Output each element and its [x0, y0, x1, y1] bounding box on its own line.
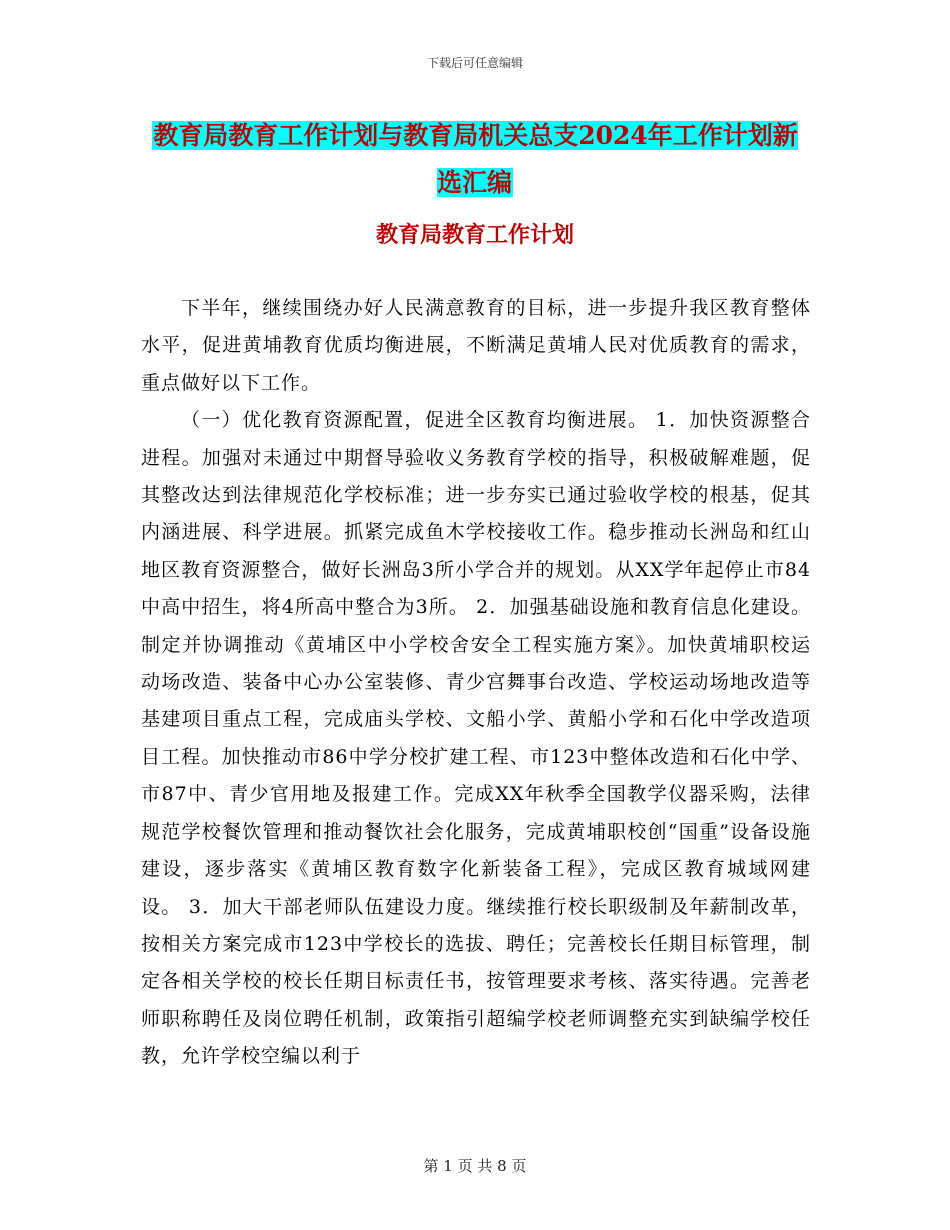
section-title: 教育局教育工作计划: [375, 222, 574, 248]
body-paragraph: （一）优化教育资源配置，促进全区教育均衡进展。 1．加快资源整合进程。加强对未通过中期督导验收义务教育学校的指导，积极破解难题，促其整改达到法律规范化学校标准；进一步夯实已通过验收学校的根基，促其内涵进展、科学进展。抓紧完成鱼木学校接收工作。稳步推动长洲岛和红山地区教育资源整合，做好长洲岛3所小学合并的规划。从XX学年起停止市84中高中招生，将4所高中整合为3所。 2．加强基础设施和教育信息化建设。制定并协调推动《黄埔区中小学校舍安全工程实施方案》。加快黄埔职校运动场改造、装备中心办公室装修、青少宫舞事台改造、学校运动场地改造等基建项目重点工程，完成庙头学校、文船小学、黄船小学和石化中学改造项目工程。加快推动市86中学分校扩建工程、市123中整体改造和石化中学、市87中、青少官用地及报建工作。完成XX年秋季全国教学仪器采购，法律规范学校餐饮管理和推动餐饮社会化服务，完成黄埔职校创“国重”设备设施建设，逐步落实《黄埔区教育数字化新装备工程》，完成区教育城域网建设。 3．加大干部老师队伍建设力度。继续推行校长职级制及年薪制改革，按相关方案完成市123中学校长的选拔、聘任；完善校长任期目标管理，制定各相关学校的校长任期目标责任书，按管理要求考核、落实待遇。完善老师职称聘任及岗位聘任机制，政策指引超编学校老师调整充实到缺编学校任教，允许学校空编以利于: [141, 409, 811, 1068]
body-paragraph: 下半年，继续围绕办好人民满意教育的目标，进一步提升我区教育整体水平，促进黄埔教育优质均衡进展，不断满足黄埔人民对优质教育的需求，重点做好以下工作。: [141, 297, 811, 394]
page-footer: 第 1 页 共 8 页: [423, 1157, 527, 1175]
page-header: 下载后可任意编辑: [426, 56, 523, 70]
document-title: [140, 112, 810, 206]
document-title-text: 教育局教育工作计划与教育局机关总支2024年工作计划新选汇编: [153, 121, 798, 197]
document-body: [141, 290, 811, 1076]
